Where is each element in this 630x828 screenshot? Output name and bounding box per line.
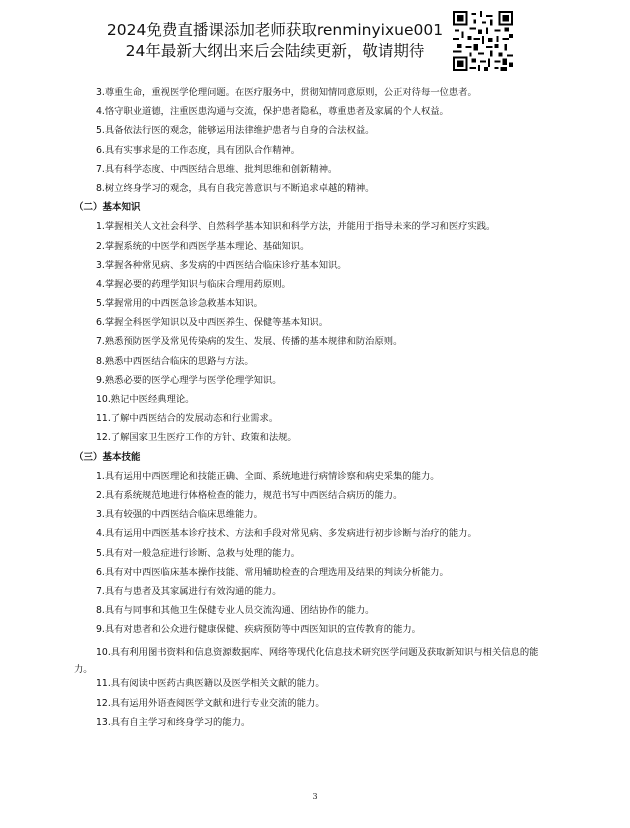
section-heading-skills: （三）基本技能 [74,451,141,463]
list-item: 7.具有与患者及其家属进行有效沟通的能力。 [96,585,282,597]
page-number: 3 [312,792,318,801]
list-item: 2.具有系统规范地进行体格检查的能力，规范书写中西医结合病历的能力。 [96,489,403,501]
list-item: 10.熟记中医经典理论。 [96,394,195,405]
list-item: 1.具有运用中西医理论和技能正确、全面、系统地进行病情诊察和病史采集的能力。 [96,470,440,482]
list-item: 9.具有对患者和公众进行健康保健、疾病预防等中西医知识的宣传教育的能力。 [96,624,421,636]
list-item: 11.了解中西医结合的发展动态和行业需求。 [96,413,279,425]
list-item: 8.树立终身学习的观念，具有自我完善意识与不断追求卓越的精神。 [96,182,375,194]
list-item: 8.熟悉中西医结合临床的思路与方法。 [96,355,254,367]
list-item: 9.熟悉必要的医学心理学与医学伦理学知识。 [96,374,282,386]
list-item: 11.具有阅读中医药古典医籍以及医学相关文献的能力。 [96,678,325,690]
list-item-wrapped: 10.具有利用图书资料和信息资源数据库、网络等现代化信息技术研究医学问题及获取新知识与相关信息的能力。 [74,647,539,676]
list-item: 8.具有与同事和其他卫生保健专业人员交流沟通、团结协作的能力。 [96,605,375,617]
list-item: 2.掌握系统的中医学和西医学基本理论、基础知识。 [96,240,310,252]
list-item: 5.掌握常用的中西医急诊急救基本知识。 [96,298,263,310]
header-line-1: 2024免费直播课添加老师获取renminyixue001 [106,21,444,39]
list-item: 12.了解国家卫生医疗工作的方针、政策和法规。 [96,432,297,444]
header-line-2: 24年最新大纲出来后会陆续更新，敬请期待 [125,42,425,60]
list-item: 4.具有运用中西医基本诊疗技术、方法和手段对常见病、多发病进行初步诊断与治疗的能力。 [96,528,477,540]
list-item: 6.具有对中西医临床基本操作技能、常用辅助检查的合理选用及结果的判读分析能力。 [96,566,449,578]
list-item: 4.掌握必要的药理学知识与临床合理用药原则。 [96,278,291,290]
page-header [0,8,630,70]
list-item: 13.具有自主学习和终身学习的能力。 [96,716,251,728]
list-item: 3.尊重生命，重视医学伦理问题。在医疗服务中，贯彻知情同意原则，公正对待每一位患者。 [96,87,477,98]
list-item: 3.掌握各种常见病、多发病的中西医结合临床诊疗基本知识。 [96,259,347,271]
list-item: 1.掌握相关人文社会科学、自然科学基本知识和科学方法，并能用于指导未来的学习和医疗实践。 [96,221,496,233]
qr-code-icon [453,11,513,71]
list-item: 5.具备依法行医的观念，能够运用法律维护患者与自身的合法权益。 [96,125,375,137]
list-item: 12.具有运用外语查阅医学文献和进行专业交流的能力。 [96,697,325,709]
list-item: 7.具有科学态度、中西医结合思维、批判思维和创新精神。 [96,163,338,175]
list-item: 6.具有实事求是的工作态度，具有团队合作精神。 [96,144,301,156]
section-heading-knowledge: （二）基本知识 [74,202,141,214]
document-body [74,88,556,737]
list-item: 7.熟悉预防医学及常见传染病的发生、发展、传播的基本规律和防治原则。 [96,336,403,348]
list-item: 5.具有对一般急症进行诊断、急救与处理的能力。 [96,547,301,559]
list-item: 6.掌握全科医学知识以及中西医养生、保健等基本知识。 [96,317,328,329]
list-item: 4.恪守职业道德，注重医患沟通与交流，保护患者隐私，尊重患者及家属的个人权益。 [96,106,449,118]
list-item: 3.具有较强的中西医结合临床思维能力。 [96,509,263,521]
